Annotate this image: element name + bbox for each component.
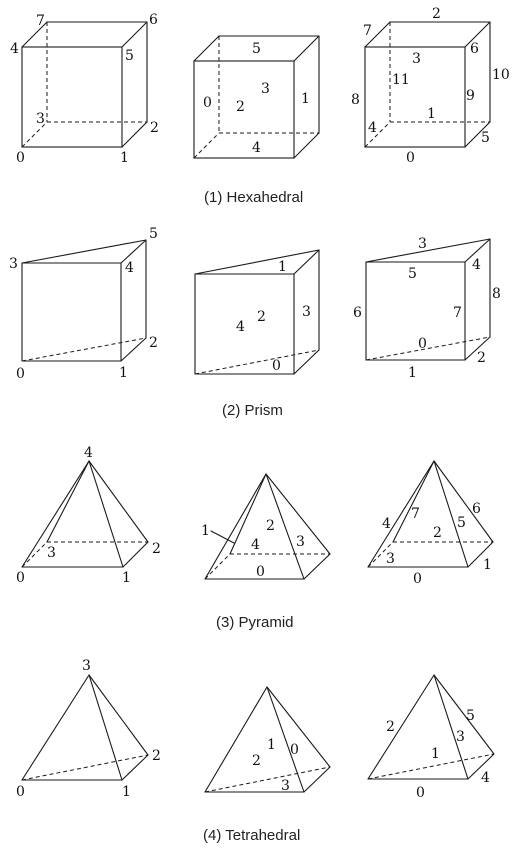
edge [205,687,267,792]
edge-label: 2 [477,350,486,366]
face-label: 0 [256,564,265,580]
edge-label: 7 [411,506,420,522]
face-label: 2 [266,518,275,534]
pyramid-edge-diagram [368,461,493,587]
edge-label: 0 [406,150,415,166]
edge-label: 8 [351,92,360,108]
edge [122,755,148,780]
edge-label: 6 [472,501,481,517]
edge-label: 5 [481,130,490,146]
hex-vertex-diagram [10,12,159,166]
edge-label: 6 [353,305,362,321]
edge [194,36,219,61]
edge-label: 3 [412,51,421,67]
vertex-label: 3 [47,545,56,561]
face-label: 1 [201,523,210,539]
vertex-label: 1 [122,784,131,800]
edge-label: 7 [363,23,372,39]
caption-pyramid: (3) Pyramid [216,614,294,631]
vertex-label: 6 [149,12,158,28]
edge-label: 4 [382,516,391,532]
face-label: 3 [296,534,305,550]
edge-label: 0 [418,336,427,352]
edge-label: 11 [392,72,410,88]
edge-label: 0 [416,785,425,801]
edge-label: 8 [492,286,501,302]
edge-label: 4 [368,120,377,136]
edge [230,474,266,554]
vertex-label: 1 [119,365,128,381]
edge-label: 2 [433,525,442,541]
face-label: 4 [236,319,245,335]
face-leader-line [211,531,234,543]
edge [304,767,330,792]
edge-label: 6 [470,41,479,57]
edge [434,675,468,779]
face-label: 3 [261,81,270,97]
edge-label: 9 [466,88,475,104]
face-label: 3 [281,778,290,794]
vertex-label: 2 [152,748,161,764]
vertex-label: 3 [36,111,45,127]
edge-label: 5 [466,708,475,724]
edge [294,36,319,61]
vertex-label: 0 [16,570,25,586]
face-label: 4 [251,537,260,553]
edge [122,22,147,47]
edge-label: 1 [483,557,492,573]
edge-label: 3 [456,729,465,745]
vertex-label: 0 [16,150,25,166]
hidden-edge [194,133,219,158]
hidden-edge [195,350,319,374]
hidden-edge [22,755,148,780]
face-label: 0 [203,95,212,111]
edge [89,675,148,755]
face-label: 2 [236,99,245,115]
edge [89,461,148,542]
hidden-edge [366,337,490,360]
vertex-label: 0 [16,366,25,382]
edge-label: 1 [427,106,436,122]
face-label: 2 [257,309,266,325]
tet-face-diagram [205,687,330,794]
edge-label: 0 [413,571,422,587]
vertex-label: 5 [125,48,134,64]
edge-label: 4 [481,770,490,786]
vertex-label: 2 [150,120,159,136]
vertex-label: 1 [122,570,131,586]
edge [123,542,148,567]
edge-label: 7 [453,305,462,321]
face-label: 3 [302,304,311,320]
edge-label: 3 [418,236,427,252]
hidden-edge [22,542,47,567]
edge-label: 2 [432,6,441,22]
edge [368,675,434,779]
edge [89,675,122,780]
tet-vertex-diagram [16,658,161,800]
prism-edge-diagram [353,236,501,381]
face-label: 2 [252,753,261,769]
face-label: 1 [301,91,310,107]
face-label: 1 [278,259,287,275]
vertex-label: 1 [120,150,129,166]
vertex-label: 4 [10,41,19,57]
tet-edge-diagram [368,675,494,801]
hex-face-diagram [194,36,319,158]
vertex-label: 7 [36,13,45,29]
edge [121,338,146,361]
edge-label: 1 [408,365,417,381]
pyramid-face-diagram [201,474,330,580]
edge [89,461,123,567]
edge [393,461,434,542]
prism-face-diagram [195,250,319,374]
vertex-label: 2 [149,335,158,351]
face-label: 0 [272,358,281,374]
edge [122,122,147,147]
edge [294,350,319,374]
edge [434,461,468,567]
edge-label: 1 [431,746,440,762]
edge-label: 5 [408,266,417,282]
face-label: 0 [290,742,299,758]
edge-label: 3 [386,551,395,567]
caption-prism: (2) Prism [222,402,283,419]
edge [304,554,330,579]
vertex-label: 3 [9,256,18,272]
edge-label: 2 [386,719,395,735]
vertex-label: 2 [152,541,161,557]
edge [294,133,319,158]
caption-tetrahedral: (4) Tetrahedral [203,827,301,844]
hex-edge-diagram [351,6,510,166]
edge-label: 4 [472,257,481,273]
pyramid-vertex-diagram [16,445,161,586]
vertex-label: 4 [84,445,93,461]
edge [195,250,319,274]
vertex-label: 3 [82,658,91,674]
caption-hexahedral: (1) Hexahedral [204,189,304,206]
edge [22,675,89,780]
vertex-label: 0 [16,784,25,800]
vertex-label: 5 [149,226,158,242]
hidden-edge [22,338,146,361]
face-label: 1 [267,737,276,753]
vertex-label: 4 [125,260,134,276]
hidden-edge [205,767,330,792]
edge [47,461,89,542]
face-label: 5 [252,41,261,57]
edge-label: 10 [492,67,510,83]
face-label: 4 [252,140,261,156]
edge [368,461,434,567]
edge-label: 5 [457,515,466,531]
prism-vertex-diagram [9,226,158,382]
